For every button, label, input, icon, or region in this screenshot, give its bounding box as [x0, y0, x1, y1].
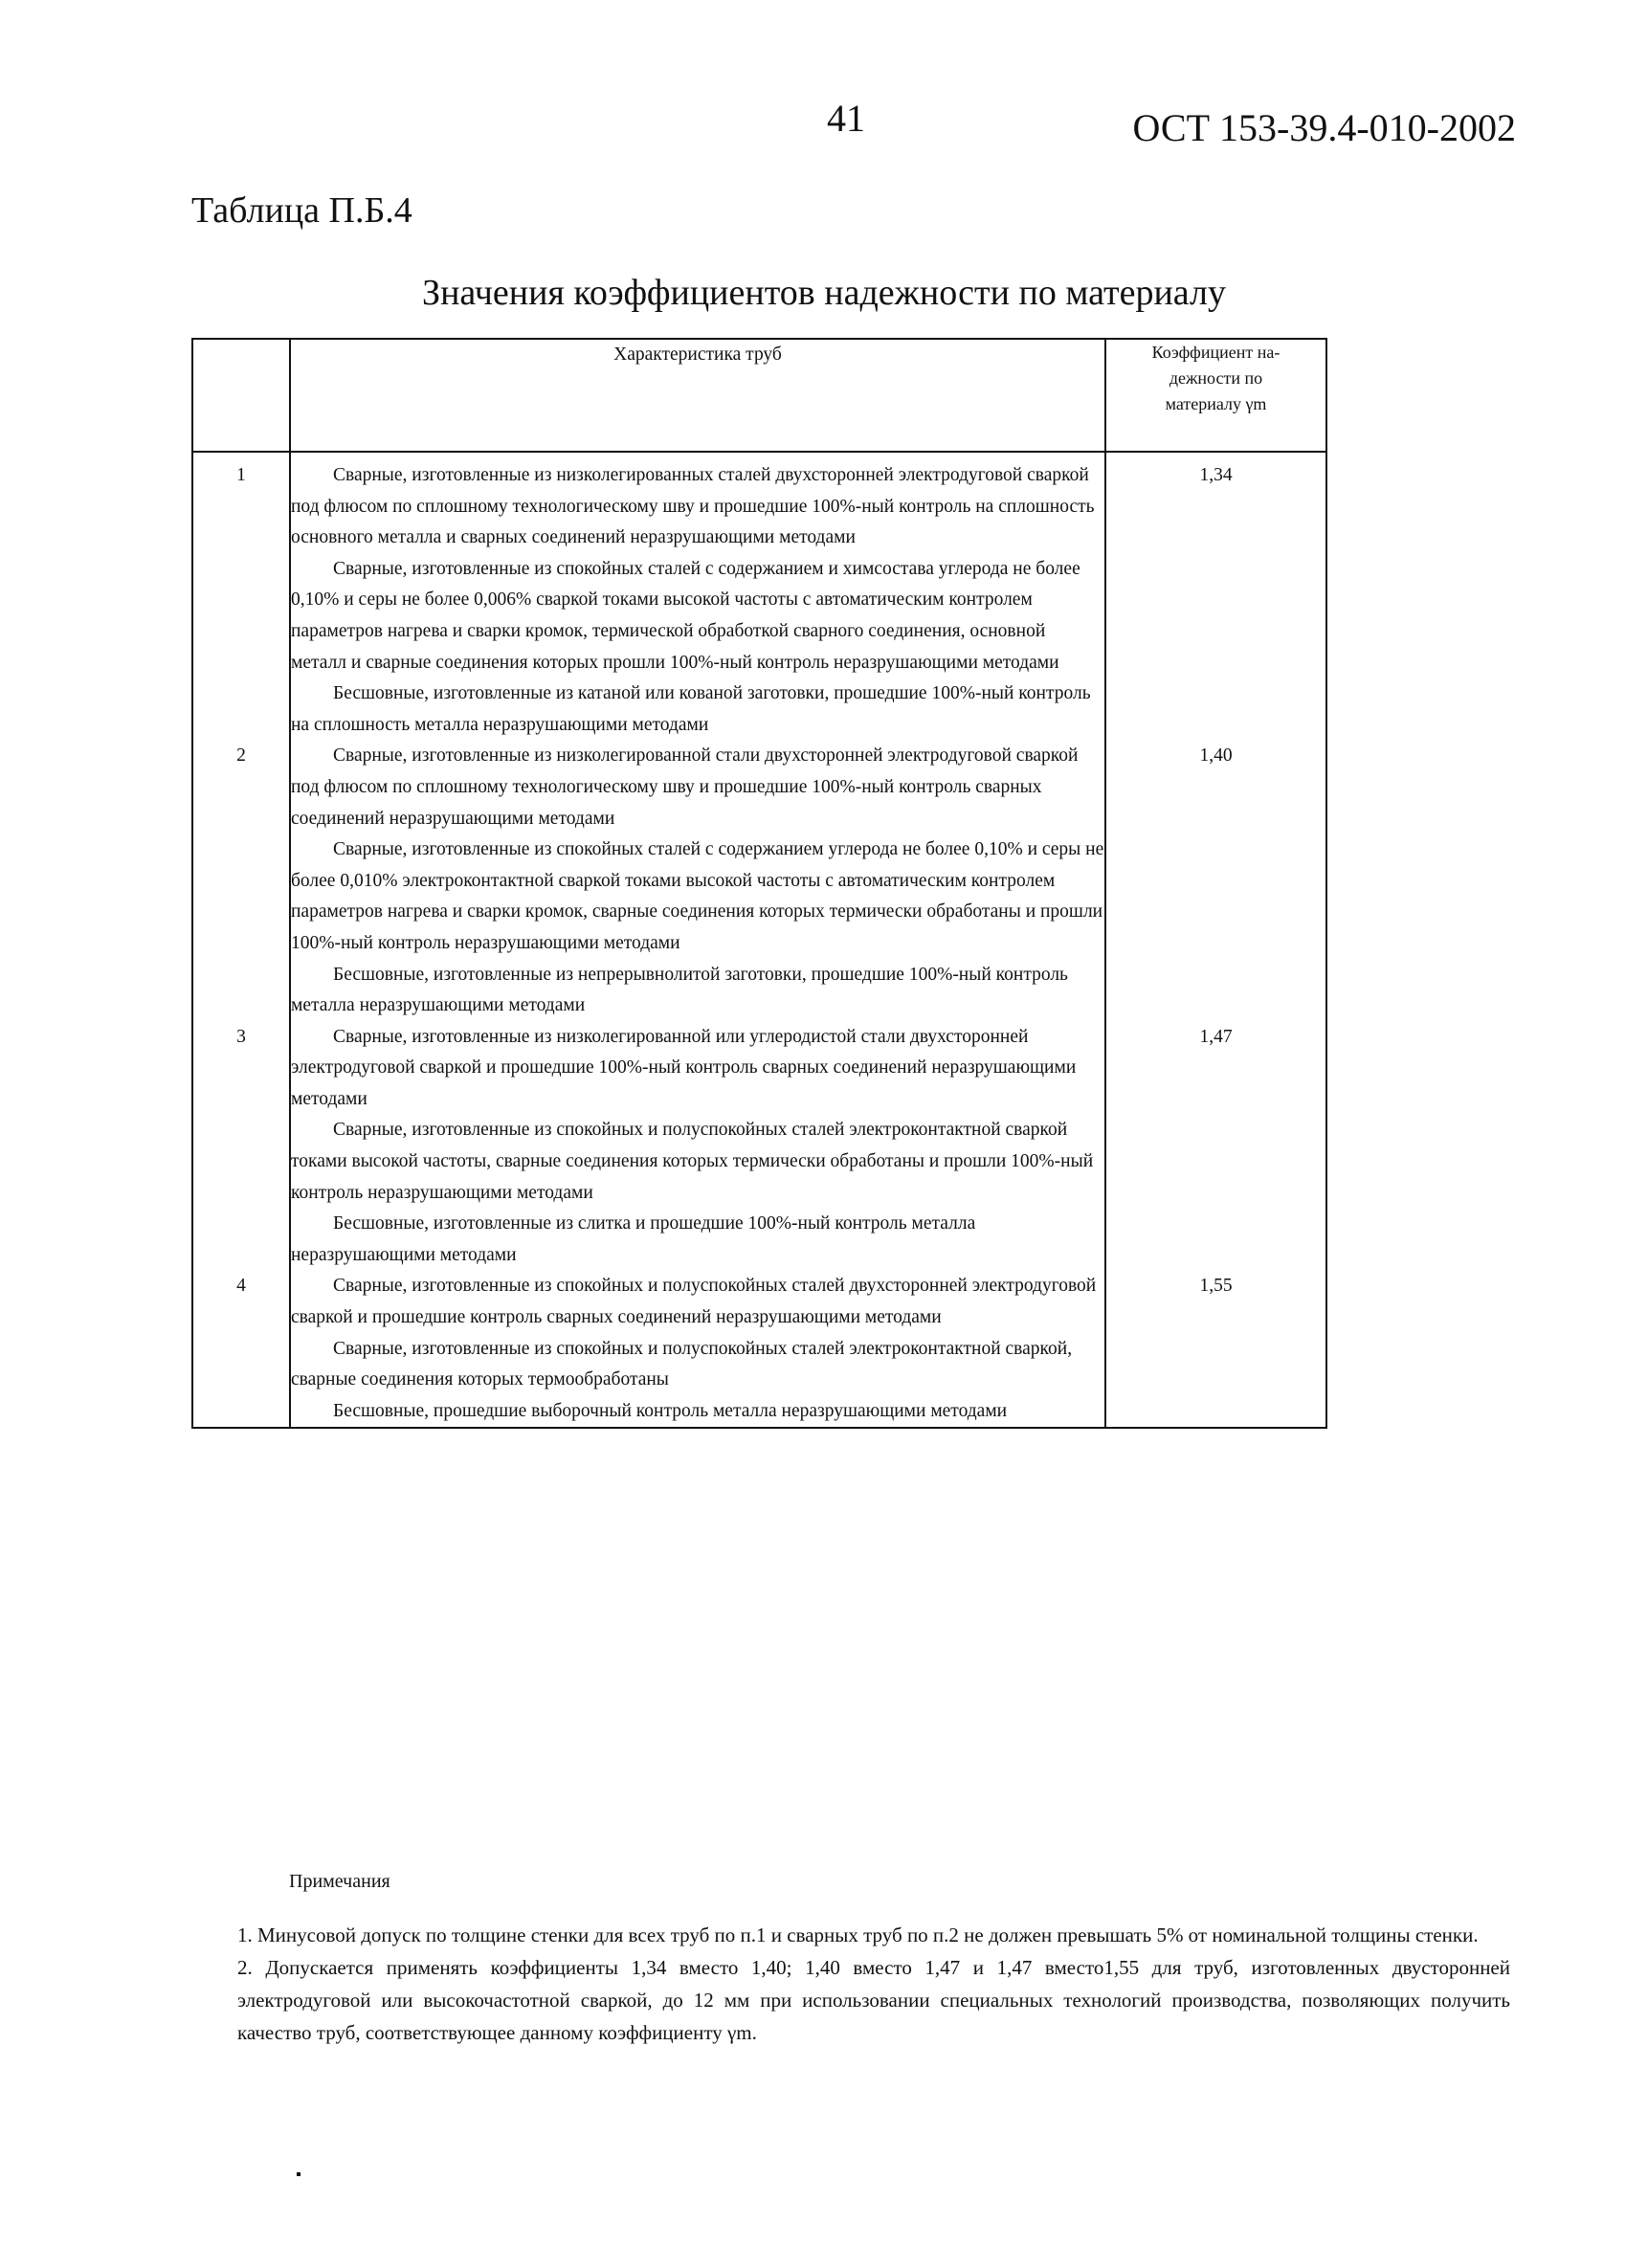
header-number-cell: [192, 339, 290, 452]
notes: [237, 1919, 1510, 2049]
header-coefficient-line: Коэффициент на-: [1151, 343, 1281, 362]
row-coefficient: 1,40: [1105, 741, 1326, 1021]
page-number: 41: [827, 97, 865, 140]
row-number: 1: [192, 452, 290, 741]
row-description: [290, 1022, 1105, 1272]
description-paragraph: Бесшовные, изготовленные из непрерывнолитой заготовки, прошедшие 100%-ный контроль металла неразрушающими методами: [291, 964, 1068, 1016]
row-description: [290, 1271, 1105, 1428]
description-paragraph: Сварные, изготовленные из спокойных сталей с содержанием и химсостава углерода не более 0,10% и серы не более 0,006% сваркой токами высокой частоты с автоматическим контролем параметров нагрева и сварки кромок, термической обработкой сварного соединения, основной металл и сварные соединения которых прошли 100%-ный контроль неразрушающими методами: [291, 558, 1080, 673]
note-item: 1. Минусовой допуск по толщине стенки для всех труб по п.1 и сварных труб по п.2 не должен превышать 5% от номинальной толщины стенки.: [237, 1923, 1479, 1946]
description-paragraph: Бесшовные, изготовленные из катаной или кованой заготовки, прошедшие 100%-ный контроль на сплошность металла неразрушающими методами: [291, 683, 1091, 735]
table-row: [192, 1271, 1326, 1428]
row-number: 3: [192, 1022, 290, 1272]
row-description: [290, 741, 1105, 1021]
document-code: ОСТ 153-39.4-010-2002: [1132, 106, 1516, 149]
row-description: [290, 452, 1105, 741]
notes-title: Примечания: [289, 1871, 390, 1892]
description-paragraph: Сварные, изготовленные из низколегированных сталей двухсторонней электродуговой сваркой под флюсом по сплошному технологическому шву и прошедшие 100%-ный контроль на сплошность основного металла и сварных соединений неразрушающими методами: [291, 465, 1095, 548]
header-coefficient: [1105, 339, 1326, 452]
row-coefficient: 1,34: [1105, 452, 1326, 741]
description-paragraph: Сварные, изготовленные из низколегированной или углеродистой стали двухсторонней электродуговой сваркой и прошедшие 100%-ный контроль сварных соединений неразрушающими методами: [291, 1026, 1077, 1109]
row-number: 2: [192, 741, 290, 1021]
row-coefficient: 1,55: [1105, 1271, 1326, 1428]
row-number: 4: [192, 1271, 290, 1428]
description-paragraph: Сварные, изготовленные из спокойных и полуспокойных сталей двухсторонней электродуговой сваркой и прошедшие контроль сварных соединений неразрушающими методами: [291, 1276, 1097, 1328]
note-item: 2. Допускается применять коэффициенты 1,34 вместо 1,40; 1,40 вместо 1,47 и 1,47 вместо1,55 для труб, изготовленных двусторонней электродуговой или высокочастотной сваркой, до 12 мм при использовании специальных технологий производства, позволяющих получить качество труб, соответствующее данному коэффициенту γm.: [237, 1956, 1510, 2044]
reliability-coefficient-table: [191, 338, 1327, 1429]
scan-artifact-dot: [297, 2172, 301, 2176]
description-paragraph: Сварные, изготовленные из спокойных и полуспокойных сталей электроконтактной сваркой, сварные соединения которых термообработаны: [291, 1338, 1073, 1390]
header-coefficient-line: материалу γm: [1165, 394, 1267, 413]
table-header-row: [192, 339, 1326, 452]
description-paragraph: Сварные, изготовленные из низколегированной стали двухсторонней электродуговой сваркой под флюсом по сплошному технологическому шву и прошедшие 100%-ный контроль сварных соединений неразрушающими методами: [291, 745, 1079, 829]
header-description: Характеристика труб: [290, 339, 1105, 452]
row-coefficient: 1,47: [1105, 1022, 1326, 1272]
table-row: [192, 452, 1326, 741]
table-title: Значения коэффициентов надежности по материалу: [422, 273, 1226, 313]
description-paragraph: Сварные, изготовленные из спокойных и полуспокойных сталей электроконтактной сваркой токами высокой частоты, сварные соединения которых термически обработаны и прошли 100%-ный контроль неразрушающими методами: [291, 1120, 1094, 1203]
header-coefficient-line: дежности по: [1169, 368, 1263, 388]
description-paragraph: Бесшовные, изготовленные из слитка и прошедшие 100%-ный контроль металла неразрушающими методами: [291, 1213, 976, 1265]
table-label: Таблица П.Б.4: [191, 190, 412, 231]
description-paragraph: Бесшовные, прошедшие выборочный контроль металла неразрушающими методами: [333, 1400, 1008, 1421]
table-row: [192, 741, 1326, 1021]
description-paragraph: Сварные, изготовленные из спокойных сталей с содержанием углерода не более 0,10% и серы не более 0,010% электроконтактной сваркой токами высокой частоты с автоматическим контролем параметров нагрева и сварки кромок, сварные соединения которых термически обработаны и прошли 100%-ный контроль неразрушающими методами: [291, 839, 1104, 953]
table-row: [192, 1022, 1326, 1272]
